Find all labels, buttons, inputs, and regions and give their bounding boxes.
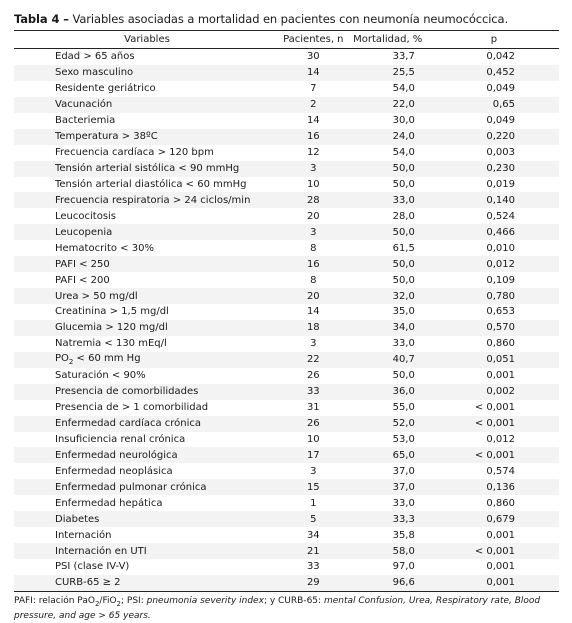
cell-pacientes: 3: [280, 336, 347, 352]
cell-variable: Temperatura > 38ºC: [14, 129, 280, 145]
cell-pacientes: 33: [280, 384, 347, 400]
cell-variable: Insuficiencia renal crónica: [14, 432, 280, 448]
cell-mortalidad: 32,0: [347, 288, 429, 304]
table-row: [14, 256, 559, 272]
cell-variable: $PO_2 < 60$ mm Hg: [14, 352, 280, 368]
footnote-psi: pneumonia severity index: [146, 596, 264, 606]
table-row: [14, 432, 559, 448]
cell-mortalidad: 28,0: [347, 208, 429, 224]
cell-variable: PAFI < 200: [14, 272, 280, 288]
cell-mortalidad: 35,8: [347, 527, 429, 543]
cell-variable: PSI (clase IV-V): [14, 559, 280, 575]
cell-p: 0,653: [429, 304, 559, 320]
cell-mortalidad: 50,0: [347, 161, 429, 177]
table-row: [14, 400, 559, 416]
cell-p: < 0,001: [429, 400, 559, 416]
cell-pacientes: 10: [280, 177, 347, 193]
cell-pacientes: 14: [280, 65, 347, 81]
table-row: [14, 145, 559, 161]
footnote-curb-def: mental Confusion, Urea, Respiratory rate, Blood: [323, 596, 541, 606]
table-caption-text: Variables asociadas a mortalidad en pacientes con neumonía neumocóccica.: [72, 12, 509, 26]
cell-p: 0,002: [429, 384, 559, 400]
cell-variable: Leucopenia: [14, 224, 280, 240]
cell-mortalidad: 50,0: [347, 256, 429, 272]
cell-pacientes: 29: [280, 575, 347, 591]
table-row: [14, 304, 559, 320]
cell-variable: Enfermedad neurológica: [14, 447, 280, 463]
cell-p: 0,003: [429, 145, 559, 161]
table-row: [14, 463, 559, 479]
cell-mortalidad: 54,0: [347, 81, 429, 97]
cell-variable: Presencia de > 1 comorbilidad: [14, 400, 280, 416]
cell-variable: Urea > 50 mg/dl: [14, 288, 280, 304]
cell-mortalidad: 33,0: [347, 495, 429, 511]
cell-variable: Saturación < 90%: [14, 368, 280, 384]
cell-mortalidad: 50,0: [347, 177, 429, 193]
table-row: [14, 177, 559, 193]
cell-mortalidad: 24,0: [347, 129, 429, 145]
cell-mortalidad: 53,0: [347, 432, 429, 448]
cell-pacientes: 20: [280, 288, 347, 304]
table-row: [14, 192, 559, 208]
cell-variable: Creatinina > 1,5 mg/dl: [14, 304, 280, 320]
table-footnote: [14, 595, 559, 623]
cell-pacientes: 12: [280, 145, 347, 161]
cell-mortalidad: 52,0: [347, 416, 429, 432]
cell-variable: Internación en UTI: [14, 543, 280, 559]
table-row: [14, 113, 559, 129]
cell-mortalidad: 61,5: [347, 240, 429, 256]
table-row: [14, 384, 559, 400]
cell-p: 0,860: [429, 495, 559, 511]
cell-variable: Bacteriemia: [14, 113, 280, 129]
cell-p: 0,230: [429, 161, 559, 177]
table-row: [14, 527, 559, 543]
cell-p: 0,001: [429, 559, 559, 575]
table-row: [14, 336, 559, 352]
cell-variable: Enfermedad hepática: [14, 495, 280, 511]
cell-pacientes: 34: [280, 527, 347, 543]
table-row: [14, 447, 559, 463]
cell-p: 0,220: [429, 129, 559, 145]
cell-variable: Presencia de comorbilidades: [14, 384, 280, 400]
cell-mortalidad: 50,0: [347, 272, 429, 288]
cell-pacientes: 26: [280, 416, 347, 432]
cell-pacientes: 8: [280, 272, 347, 288]
cell-pacientes: 33: [280, 559, 347, 575]
cell-pacientes: 7: [280, 81, 347, 97]
cell-variable: Edad > 65 años: [14, 49, 280, 65]
table-row: [14, 272, 559, 288]
cell-mortalidad: 55,0: [347, 400, 429, 416]
cell-mortalidad: 33,0: [347, 336, 429, 352]
cell-pacientes: 2: [280, 97, 347, 113]
cell-pacientes: 3: [280, 463, 347, 479]
cell-pacientes: 28: [280, 192, 347, 208]
cell-pacientes: 30: [280, 49, 347, 65]
cell-variable: Tensión arterial diastólica < 60 mmHg: [14, 177, 280, 193]
cell-pacientes: 22: [280, 352, 347, 368]
cell-p: 0,780: [429, 288, 559, 304]
cell-variable: Natremia < 130 mEq/l: [14, 336, 280, 352]
cell-pacientes: 14: [280, 304, 347, 320]
cell-pacientes: 17: [280, 447, 347, 463]
cell-p: 0,136: [429, 479, 559, 495]
table-row: [14, 495, 559, 511]
cell-pacientes: 8: [280, 240, 347, 256]
cell-mortalidad: 34,0: [347, 320, 429, 336]
cell-p: 0,570: [429, 320, 559, 336]
cell-mortalidad: 50,0: [347, 224, 429, 240]
table-row: [14, 416, 559, 432]
table-row: [14, 208, 559, 224]
cell-variable: Leucocitosis: [14, 208, 280, 224]
table-row: [14, 129, 559, 145]
cell-p: 0,019: [429, 177, 559, 193]
cell-variable: Frecuencia respiratoria > 24 ciclos/min: [14, 192, 280, 208]
cell-p: 0,109: [429, 272, 559, 288]
col-header-pacientes: Pacientes, n: [280, 31, 347, 49]
table-row: [14, 479, 559, 495]
cell-mortalidad: 33,3: [347, 511, 429, 527]
cell-pacientes: 20: [280, 208, 347, 224]
table-row: [14, 224, 559, 240]
cell-variable: Glucemia > 120 mg/dl: [14, 320, 280, 336]
cell-mortalidad: 97,0: [347, 559, 429, 575]
cell-p: 0,860: [429, 336, 559, 352]
cell-mortalidad: 58,0: [347, 543, 429, 559]
cell-p: 0,001: [429, 527, 559, 543]
table-row: [14, 511, 559, 527]
cell-variable: Enfermedad pulmonar crónica: [14, 479, 280, 495]
table-row: [14, 575, 559, 591]
cell-mortalidad: 40,7: [347, 352, 429, 368]
cell-p: 0,012: [429, 256, 559, 272]
col-header-p: p: [429, 31, 559, 49]
cell-p: < 0,001: [429, 543, 559, 559]
table-row: [14, 161, 559, 177]
cell-p: < 0,001: [429, 447, 559, 463]
table-row: [14, 559, 559, 575]
cell-pacientes: 10: [280, 432, 347, 448]
cell-variable: Diabetes: [14, 511, 280, 527]
variables-table: [14, 30, 559, 592]
cell-p: 0,010: [429, 240, 559, 256]
cell-p: 0,049: [429, 113, 559, 129]
table-row: [14, 352, 559, 368]
table-row: [14, 81, 559, 97]
cell-variable: Tensión arterial sistólica < 90 mmHg: [14, 161, 280, 177]
cell-mortalidad: 50,0: [347, 368, 429, 384]
cell-mortalidad: 33,7: [347, 49, 429, 65]
cell-mortalidad: 35,0: [347, 304, 429, 320]
table-row: [14, 97, 559, 113]
table-row: [14, 65, 559, 81]
footnote-curb-def-cont: pressure, and age > 65 years.: [14, 611, 151, 622]
cell-mortalidad: 37,0: [347, 479, 429, 495]
cell-pacientes: 16: [280, 256, 347, 272]
table-row: [14, 49, 559, 65]
col-header-variables: Variables: [14, 31, 280, 49]
cell-pacientes: 3: [280, 161, 347, 177]
cell-variable: Sexo masculino: [14, 65, 280, 81]
cell-p: 0,452: [429, 65, 559, 81]
cell-p: 0,65: [429, 97, 559, 113]
cell-p: 0,049: [429, 81, 559, 97]
table-row: [14, 368, 559, 384]
cell-variable: CURB-65 ≥ 2: [14, 575, 280, 591]
footnote-abbrev: PAFI: relación PaO$_2$/FiO$_2$; PSI:: [14, 596, 144, 608]
cell-p: 0,574: [429, 463, 559, 479]
cell-mortalidad: 36,0: [347, 384, 429, 400]
cell-pacientes: 18: [280, 320, 347, 336]
cell-p: 0,042: [429, 49, 559, 65]
cell-pacientes: 1: [280, 495, 347, 511]
cell-pacientes: 15: [280, 479, 347, 495]
cell-p: 0,140: [429, 192, 559, 208]
cell-mortalidad: 33,0: [347, 192, 429, 208]
table-body: [14, 49, 559, 592]
table-header-row: [14, 31, 559, 49]
cell-p: < 0,001: [429, 416, 559, 432]
cell-mortalidad: 54,0: [347, 145, 429, 161]
cell-variable: Hematocrito < 30%: [14, 240, 280, 256]
cell-mortalidad: 65,0: [347, 447, 429, 463]
cell-mortalidad: 30,0: [347, 113, 429, 129]
cell-pacientes: 26: [280, 368, 347, 384]
cell-pacientes: 5: [280, 511, 347, 527]
col-header-mortalidad: Mortalidad, %: [347, 31, 429, 49]
cell-variable: PAFI < 250: [14, 256, 280, 272]
cell-pacientes: 21: [280, 543, 347, 559]
cell-pacientes: 31: [280, 400, 347, 416]
cell-variable: Residente geriátrico: [14, 81, 280, 97]
cell-mortalidad: 96,6: [347, 575, 429, 591]
cell-pacientes: 3: [280, 224, 347, 240]
cell-variable: Internación: [14, 527, 280, 543]
cell-p: 0,051: [429, 352, 559, 368]
cell-mortalidad: 37,0: [347, 463, 429, 479]
cell-mortalidad: 22,0: [347, 97, 429, 113]
table-caption-label: Tabla 4 –: [14, 12, 69, 26]
cell-mortalidad: 25,5: [347, 65, 429, 81]
cell-p: 0,679: [429, 511, 559, 527]
cell-pacientes: 14: [280, 113, 347, 129]
cell-p: 0,524: [429, 208, 559, 224]
cell-pacientes: 16: [280, 129, 347, 145]
table-row: [14, 240, 559, 256]
table-caption: [14, 12, 508, 26]
cell-variable: Enfermedad neoplásica: [14, 463, 280, 479]
cell-variable: Enfermedad cardíaca crónica: [14, 416, 280, 432]
cell-p: 0,012: [429, 432, 559, 448]
table-row: [14, 543, 559, 559]
cell-variable: Frecuencia cardíaca > 120 bpm: [14, 145, 280, 161]
cell-variable: Vacunación: [14, 97, 280, 113]
cell-p: 0,001: [429, 575, 559, 591]
cell-p: 0,001: [429, 368, 559, 384]
table-row: [14, 288, 559, 304]
cell-p: 0,466: [429, 224, 559, 240]
table-row: [14, 320, 559, 336]
footnote-curb-intro: ; y CURB-65:: [263, 596, 322, 606]
